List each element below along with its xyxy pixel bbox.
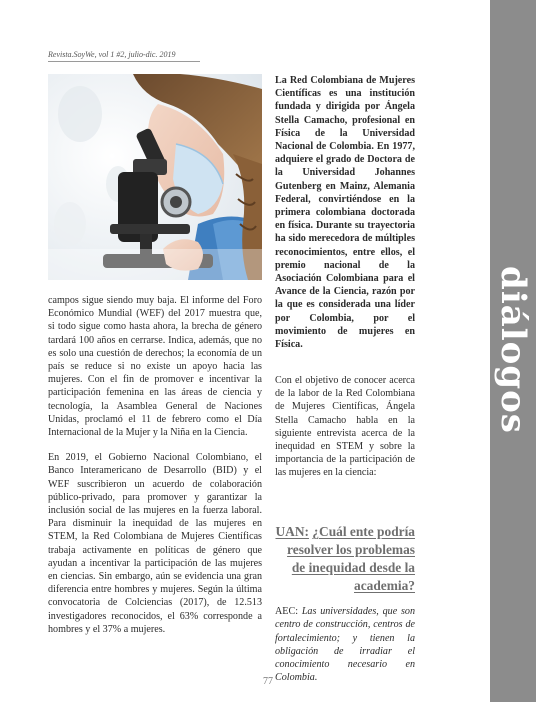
intro-paragraph: Con el objetivo de conocer acerca de la labor de la Red Colombiana de Mujeres Científicas, Ángela Stella Camacho habla en la siguiente entrevista acerca de la inequidad en STEM y sobre la importancia de la participación de las mujeres en la ciencia: bbox=[275, 375, 415, 479]
photo-illustration bbox=[48, 74, 262, 280]
left-paragraph-1: campos sigue siendo muy baja. El informe del Foro Económico Mundial (WEF) del 2017 muestra que, si todo sigue como hasta ahora, la brecha de género tardará 100 años en cerrarse. Indica, además, que no es solo una cuestión de derechos; la economía de un país se reduce si no existe un apoyo hacia las mujeres. Con el fin de promover e incentivar la participación femenina en las áreas de ciencia y tecnología, la Asamblea General de Naciones Unidas, proclamó el 11 de febrero como el Día Internacional de la Mujer y la Niña en la Ciencia. bbox=[48, 295, 262, 439]
answer-text: Las universidades, que son centro de construcción, centros de fortalecimiento; y tienen la obligación de irradiar el conocimiento necesario en Colombia. bbox=[275, 606, 415, 684]
bio-paragraph: La Red Colombiana de Mujeres Científicas es una institución fundada y dirigida por Ángela Stella Camacho, profesional en Física de la Universidad Nacional de Colombia. En 1977, adquiere el grado de Doctora de la Universidad Johannes Gutenberg en Mainz, Alemania Federal, convirtiéndose en la primera colombiana doctorada en física. Durante su trayectoria ha sido merecedora de múltiples reconocimientos, entre ellos, el premio nacional de la Asociación Colombiana para el Avance de la Ciencia, razón por la que es considerada una líder por Colombia, por el movimiento de mujeres en Física. bbox=[275, 75, 415, 351]
journal-header: Revista.SoyWe, vol 1 #2, julio-dic. 2019 bbox=[48, 50, 176, 59]
answer-prefix: AEC: bbox=[275, 606, 298, 617]
header-rule bbox=[48, 61, 200, 62]
section-title: diálogos bbox=[493, 266, 533, 434]
question-prefix: UAN: bbox=[275, 524, 309, 539]
interview-answer bbox=[275, 605, 415, 685]
left-column bbox=[48, 294, 262, 648]
author-bio bbox=[275, 74, 415, 363]
page-number: 77 bbox=[263, 676, 273, 687]
question-text: ¿Cuál ente podría resolver los problemas de inequidad desde la academia? bbox=[287, 524, 415, 593]
interview-question bbox=[275, 523, 415, 595]
left-paragraph-2: En 2019, el Gobierno Nacional Colombiano, el Banco Interamericano de Desarrollo (BID) y el WEF suscribieron un acuerdo de colaboración público-privado, para promover y garantizar la inclusión social de las mujeres en la fuerza laboral. Para disminuir la inequidad de las mujeres en STEM, la Red Colombiana de Mujeres Científicas trabaja activamente en políticas de género que ayudan a incentivar la participación de las mujeres en ciencias. Sin embargo, aún se evidencia una gran diferencia entre hombres y mujeres. Según la última convocatoria de Colciencias (2017), de 12.513 investigadores reconocidos, el 63% corresponde a hombres y el 37% a mujeres. bbox=[48, 452, 262, 635]
scientist-microscope-photo bbox=[48, 74, 262, 280]
interview-intro bbox=[275, 374, 415, 492]
